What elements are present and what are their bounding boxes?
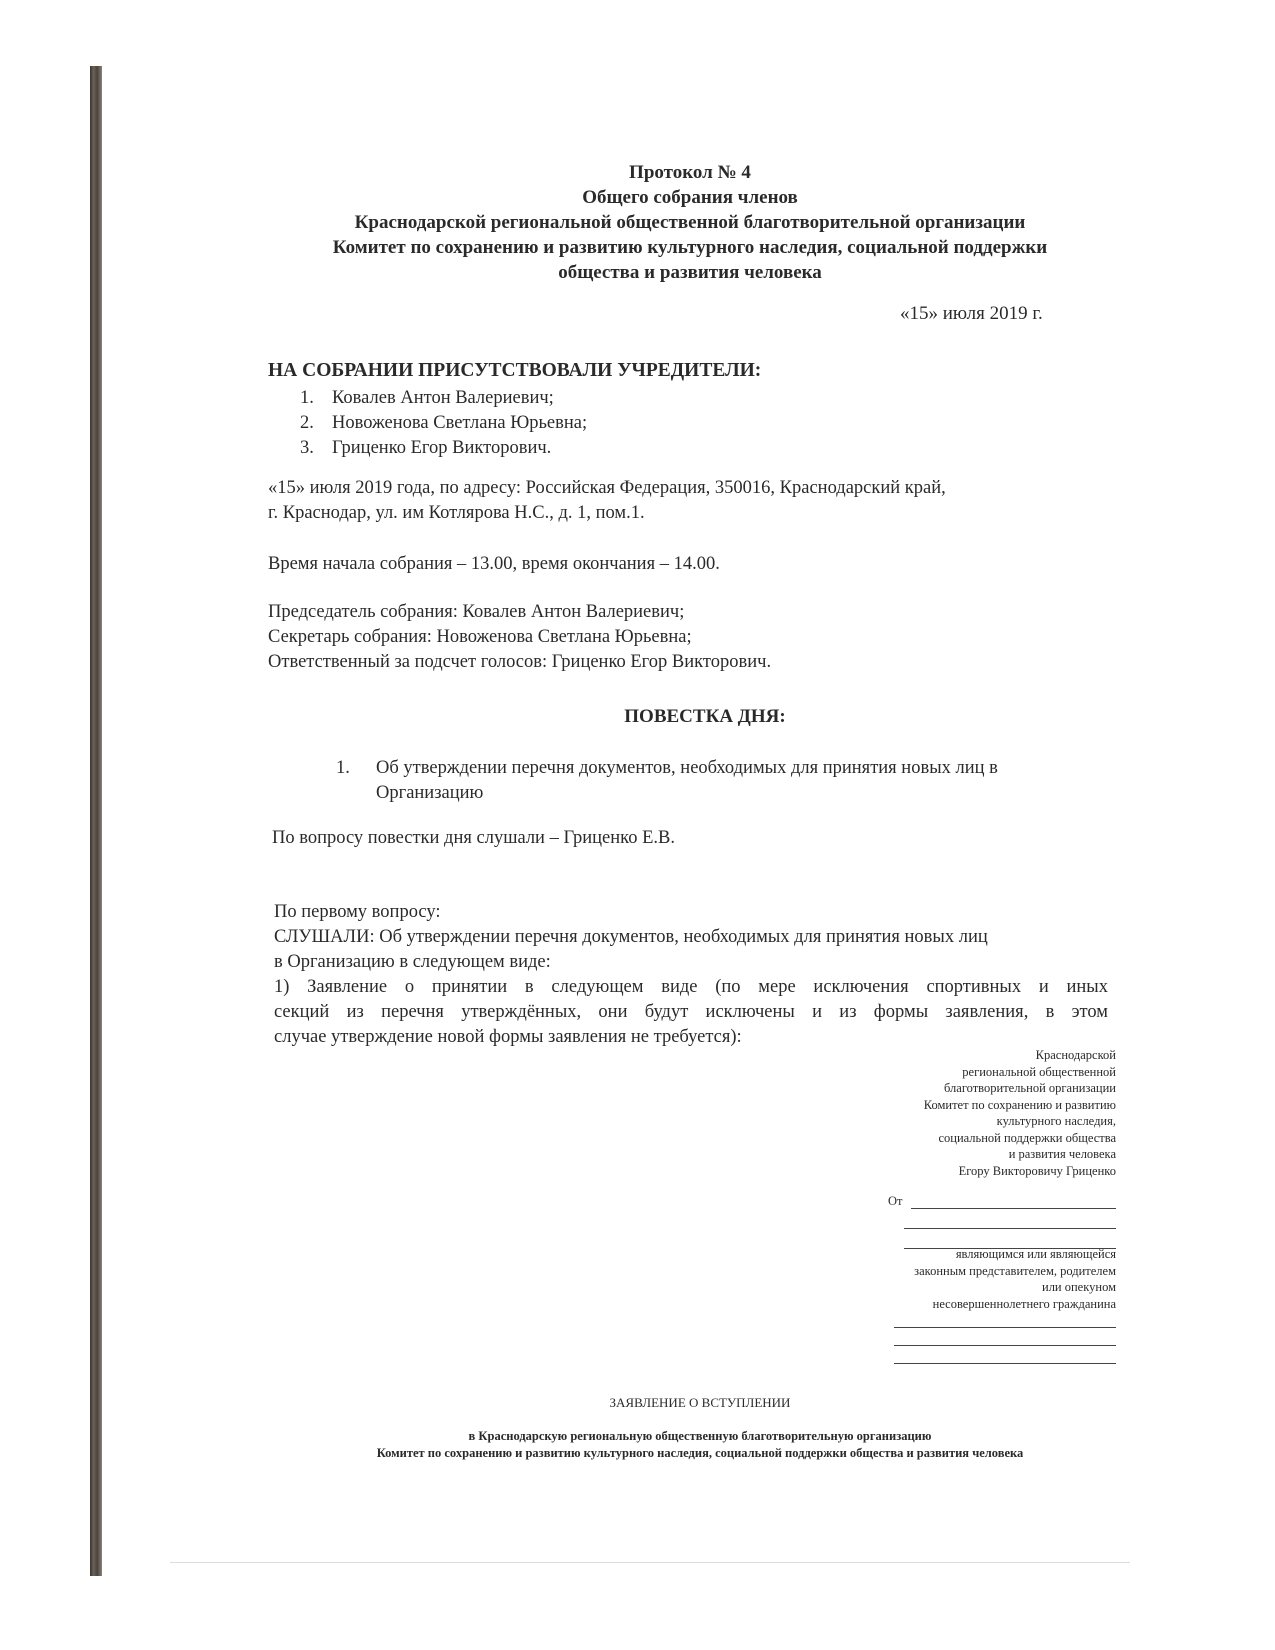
chairman: Председатель собрания: Ковалев Антон Валериевич; xyxy=(268,602,685,622)
form-addressee: Краснодарской региональной общественной благотворительной организации Комитет по сохранению и развитию культурного наследия, социальной поддержки общества и развития человека Егору Викторовичу Гриценко xyxy=(923,1048,1116,1178)
list-item: 2. Новоженова Светлана Юрьевна; xyxy=(300,413,588,433)
form-from-field xyxy=(888,1193,1116,1249)
list-item: 1. Ковалев Антон Валериевич; xyxy=(300,388,554,408)
meeting-officials xyxy=(268,600,771,675)
blank-line xyxy=(894,1312,1116,1328)
attendees-list xyxy=(300,386,587,461)
statement-subtitle: в Краснодарскую региональную общественную благотворительную организацию Комитет по сохранению и развитию культурного наследия, социальной поддержки общества и развития человека xyxy=(376,1429,1024,1460)
secretary: Секретарь собрания: Новоженова Светлана Юрьевна; xyxy=(268,627,692,647)
organization-name-end: общества и развития человека xyxy=(558,262,822,283)
statement-title: ЗАЯВЛЕНИЕ О ВСТУПЛЕНИИ xyxy=(609,1395,791,1410)
protocol-number: Протокол № 4 xyxy=(629,162,751,183)
form-blank-lines xyxy=(894,1312,1116,1364)
from-blank-line xyxy=(904,1213,1116,1229)
blank-line xyxy=(894,1330,1116,1346)
meeting-type: Общего собрания членов xyxy=(582,187,798,208)
first-question-block: По первому вопросу: СЛУШАЛИ: Об утверждении перечня документов, необходимых для принятия новых лиц в Организацию в следующем виде: 1) Заявление о принятии в следующем виде (по мере исключения спортивных и иных секций из перечня утверждённых, они будут исключены и из формы заявления, в этом случае утверждение новой формы заявления не требуется): xyxy=(274,902,1108,1047)
organization-name-cont: Комитет по сохранению и развитию культурного наследия, социальной поддержки xyxy=(332,237,1048,258)
attendees-heading: НА СОБРАНИИ ПРИСУТСТВОВАЛИ УЧРЕДИТЕЛИ: xyxy=(268,360,762,381)
from-label: От xyxy=(888,1194,903,1208)
blank-line xyxy=(894,1348,1116,1364)
document-title-block xyxy=(250,160,1130,285)
vote-counter: Ответственный за подсчет голосов: Гриценко Егор Викторович. xyxy=(268,652,772,672)
from-blank-line xyxy=(911,1193,1117,1209)
agenda-item: 1. Об утверждении перечня документов, необходимых для принятия новых лиц в Организацию xyxy=(336,758,998,803)
list-item: 3. Гриценко Егор Викторович. xyxy=(300,438,552,458)
page-bottom-edge xyxy=(170,1562,1130,1563)
organization-name: Краснодарской региональной общественной благотворительной организации xyxy=(354,212,1026,233)
agenda-heading: ПОВЕСТКА ДНЯ: xyxy=(624,706,786,727)
meeting-address: «15» июля 2019 года, по адресу: Российская Федерация, 350016, Краснодарский край, г. Краснодар, ул. им Котлярова Н.С., д. 1, пом.1. xyxy=(268,478,946,523)
heard-statement: По вопросу повестки дня слушали – Гриценко Е.В. xyxy=(272,828,675,848)
meeting-time: Время начала собрания – 13.00, время окончания – 14.00. xyxy=(268,554,720,574)
form-representative-note: являющимся или являющейся законным представителем, родителем или опекуном несовершеннолетнего гражданина xyxy=(914,1247,1116,1311)
protocol-date: «15» июля 2019 г. xyxy=(900,303,1043,324)
